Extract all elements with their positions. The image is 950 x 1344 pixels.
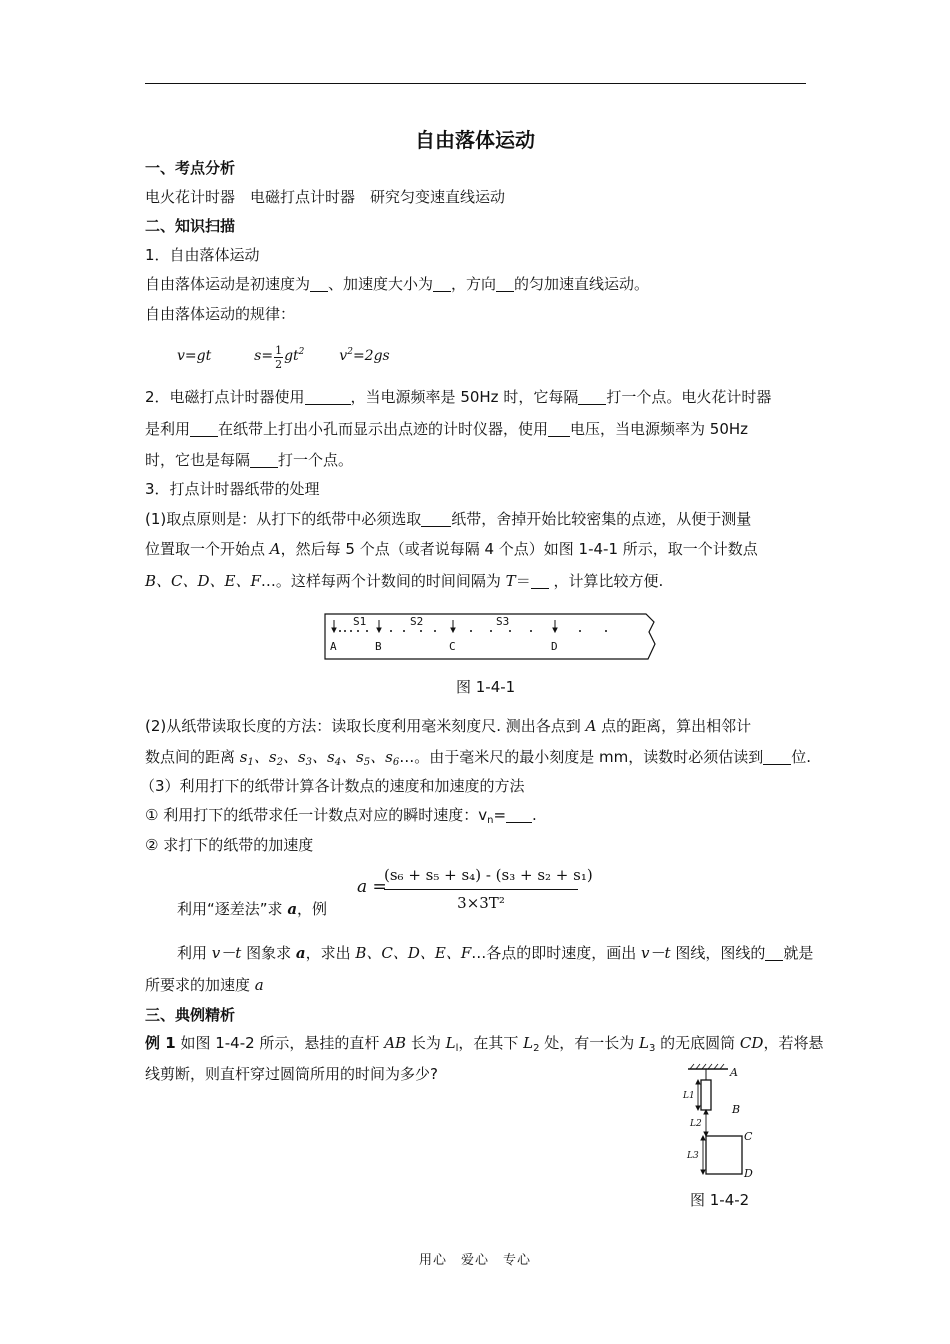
- blank: [421, 512, 451, 527]
- blank: [548, 422, 570, 437]
- section-heading-examples: 三、典例精析: [145, 1006, 236, 1024]
- formula-velocity: v=gt: [177, 348, 212, 364]
- subscript: 2: [533, 1043, 540, 1054]
- text: …各点的即时速度，画出: [471, 944, 642, 962]
- text: 利用“逐差法”求: [177, 900, 288, 918]
- text: 电压，当电源频率为 50Hz: [570, 420, 749, 438]
- dot: [420, 630, 422, 632]
- page-title: 自由落体运动: [415, 128, 535, 152]
- point-labels: B、C、D、E、F: [145, 572, 261, 590]
- tape-label-A: A: [330, 640, 337, 653]
- label-L2: L2: [690, 1119, 702, 1129]
- dot: [403, 630, 405, 632]
- text: …。由于毫米尺的最小刻度是 mm，读数时必须估读到: [399, 748, 764, 766]
- fraction-half: [274, 344, 283, 371]
- text: 位置取一个开始点: [145, 540, 270, 558]
- example-label: 例 1: [145, 1034, 176, 1052]
- figure-caption-1-4-2: 图 1-4-2: [690, 1191, 750, 1209]
- text: 打一个点。电火花计时器: [606, 388, 772, 406]
- item2-line3: [145, 451, 353, 469]
- label-B: B: [732, 1103, 741, 1116]
- variable: AB: [384, 1034, 407, 1052]
- variable: v－t: [641, 944, 671, 962]
- dot: [579, 630, 581, 632]
- item2-line2: [145, 420, 748, 438]
- text: (2)从纸带读取长度的方法：读取长度利用毫米刻度尺. 测出各点到: [145, 717, 586, 735]
- successive-difference-line: [177, 900, 327, 918]
- vt-method-line1: [177, 944, 813, 962]
- dot: [357, 630, 359, 632]
- subscript: l: [455, 1043, 459, 1054]
- dot: [490, 630, 492, 632]
- dot: [470, 630, 472, 632]
- variable: L: [445, 1034, 456, 1052]
- dot: [605, 630, 607, 632]
- subscript: 3: [649, 1043, 656, 1054]
- text: 如图 1-4-2 所示，悬挂的直杆: [175, 1034, 385, 1052]
- formula-denominator: 3×3T²: [457, 894, 505, 912]
- example1-line2: 线剪断，则直杆穿过圆筒所用的时间为多少?: [145, 1065, 438, 1083]
- formula-velocity-squared: [339, 348, 389, 364]
- text: 的无底圆筒: [655, 1034, 740, 1052]
- tape-segment-s3: S3: [496, 615, 510, 628]
- page-footer: 用心 爱心 专心: [418, 1253, 531, 1268]
- superscript: 2: [298, 347, 305, 357]
- item3-heading: 3．打点计时器纸带的处理: [145, 480, 320, 498]
- point-labels: B、C、D、E、F: [355, 944, 472, 962]
- text: ，在其下: [458, 1034, 524, 1052]
- blank: [506, 808, 532, 823]
- numerator: 1: [275, 344, 283, 357]
- variable: a: [287, 900, 298, 918]
- blank: [578, 390, 606, 405]
- dimension-L3: [701, 1136, 705, 1174]
- variable: a: [295, 944, 306, 962]
- variable: a: [254, 976, 264, 994]
- text: 时，它也是每隔: [145, 451, 251, 469]
- item2-line1: [145, 388, 771, 406]
- arrow: [696, 1106, 700, 1110]
- text: ＝: [515, 572, 531, 590]
- formula-numerator: (s₆ + s₅ + s₄) - (s₃ + s₂ + s₁): [384, 866, 593, 884]
- instant-velocity-line: [145, 806, 537, 830]
- text: 的匀加速直线运动。: [514, 275, 650, 293]
- text: 在纸带上打出小孔而显示出点迹的计时仪器，使用: [218, 420, 549, 438]
- dimension-L1: [696, 1080, 700, 1110]
- text: ，方向: [451, 275, 497, 293]
- blank: [531, 574, 549, 589]
- text: 点的距离，算出相邻计: [596, 717, 752, 735]
- item1-heading: 1．自由落体运动: [145, 246, 260, 264]
- dimension-L2: [704, 1110, 708, 1136]
- text: s=: [254, 348, 274, 364]
- variable: v－t: [211, 944, 242, 962]
- figure-caption-1-4-1: 图 1-4-1: [456, 678, 516, 696]
- item3-p1-line1: [145, 510, 751, 528]
- dot: [350, 630, 352, 632]
- arrow: [451, 628, 455, 632]
- text: 图象求: [241, 944, 296, 962]
- text: ，求出: [305, 944, 356, 962]
- point-label: A: [585, 717, 597, 735]
- text: 打一个点。: [278, 451, 354, 469]
- arrow: [553, 628, 557, 632]
- text: 2．电磁打点计时器使用: [145, 388, 305, 406]
- text: =2gs: [352, 348, 390, 364]
- item3-p3: （3）利用打下的纸带计算各计数点的速度和加速度的方法: [140, 777, 525, 795]
- section-heading-analysis: 一、考点分析: [145, 159, 236, 177]
- text: =: [493, 806, 507, 824]
- variable: L: [639, 1034, 649, 1052]
- text: 、加速度大小为: [328, 275, 434, 293]
- arrow: [332, 628, 336, 632]
- example1-line1: [145, 1034, 823, 1058]
- blank: [310, 277, 328, 292]
- text: .: [532, 806, 537, 824]
- cylinder-CD: [706, 1136, 742, 1174]
- tape-segment-s1: S1: [353, 615, 367, 628]
- fraction-bar: [384, 889, 578, 890]
- text: ① 利用打下的纸带求任一计数点对应的瞬时速度：v: [145, 806, 488, 824]
- variable: CD: [739, 1034, 764, 1052]
- text: 自由落体运动是初速度为: [145, 275, 311, 293]
- label-A: A: [730, 1066, 738, 1079]
- text: 是利用: [145, 420, 191, 438]
- formula-displacement: [254, 344, 305, 371]
- subscript: n: [487, 815, 494, 826]
- variable: L: [523, 1034, 534, 1052]
- text: ，计算比较方便.: [548, 572, 664, 590]
- tape-segment-s2: S2: [410, 615, 424, 628]
- blank: [496, 277, 514, 292]
- arrow: [377, 628, 381, 632]
- arrow: [701, 1136, 705, 1140]
- rod-cylinder-figure: [684, 1066, 764, 1181]
- item3-p2-line1: [145, 717, 751, 735]
- blank: [305, 390, 351, 405]
- text: 处，有一长为: [539, 1034, 640, 1052]
- dot: [509, 630, 511, 632]
- item3-p1-line3: [145, 572, 663, 590]
- text: …。这样每两个计数间的时间间隔为: [260, 572, 506, 590]
- item3-p1-line2: [145, 540, 758, 558]
- laws-label: 自由落体运动的规律：: [145, 305, 296, 323]
- text: ，然后每 5 个点（或者说每隔 4 个点）如图 1-4-1 所示，取一个计数点: [280, 540, 758, 558]
- variable: T: [505, 572, 516, 590]
- vt-method-line2: [145, 976, 264, 994]
- text: v: [339, 348, 348, 364]
- dot: [390, 630, 392, 632]
- point-label: A: [269, 540, 281, 558]
- text: a: [357, 877, 368, 897]
- distance-list: $s_1$、$s_2$、$s_3$、$s_4$、$s_5$、$s_6$: [239, 748, 400, 768]
- text: gt: [284, 348, 299, 364]
- label-D: D: [744, 1167, 753, 1180]
- text: 图线，图线的: [670, 944, 766, 962]
- denominator: 2: [275, 358, 283, 371]
- text: 长为: [406, 1034, 446, 1052]
- blank: [765, 946, 783, 961]
- topics-line: 电火花计时器 电磁打点计时器 研究匀变速直线运动: [145, 188, 506, 206]
- formula-lhs: a =: [357, 877, 387, 897]
- dot: [530, 630, 532, 632]
- arrow: [701, 1170, 705, 1174]
- arrow: [696, 1080, 700, 1084]
- formula-row: [177, 343, 390, 371]
- text: (1)取点原则是：从打下的纸带中必须选取: [145, 510, 422, 528]
- blank: [763, 750, 791, 765]
- text: 位.: [791, 748, 812, 766]
- text: ，当电源频率是 50Hz 时，它每隔: [350, 388, 579, 406]
- label-L1: L1: [683, 1091, 695, 1101]
- item1-definition: [145, 275, 649, 293]
- acceleration-heading: ② 求打下的纸带的加速度: [145, 836, 314, 854]
- dot: [366, 630, 368, 632]
- item3-p2-line2: [145, 748, 811, 772]
- text: ，例: [297, 900, 328, 918]
- rod-AB: [701, 1080, 711, 1110]
- paper-tape-figure: [324, 612, 660, 662]
- dot: [339, 630, 341, 632]
- text: ，若将悬: [763, 1034, 824, 1052]
- label-L3: L3: [687, 1151, 699, 1161]
- superscript: 2: [347, 347, 353, 357]
- tape-label-D: D: [551, 640, 558, 653]
- header-rule: [145, 83, 806, 84]
- blank: [433, 277, 451, 292]
- text: 数点间的距离: [145, 748, 240, 766]
- text: 就是: [783, 944, 814, 962]
- tape-label-C: C: [449, 640, 456, 653]
- text: 纸带，舍掉开始比较密集的点迹，从便于测量: [451, 510, 752, 528]
- dot: [344, 630, 346, 632]
- dot: [434, 630, 436, 632]
- label-C: C: [744, 1130, 753, 1143]
- section-heading-knowledge: 二、知识扫描: [145, 217, 236, 235]
- text: 利用: [177, 944, 212, 962]
- text: 所要求的加速度: [145, 976, 255, 994]
- blank: [250, 453, 278, 468]
- blank: [190, 422, 218, 437]
- tape-label-B: B: [375, 640, 382, 653]
